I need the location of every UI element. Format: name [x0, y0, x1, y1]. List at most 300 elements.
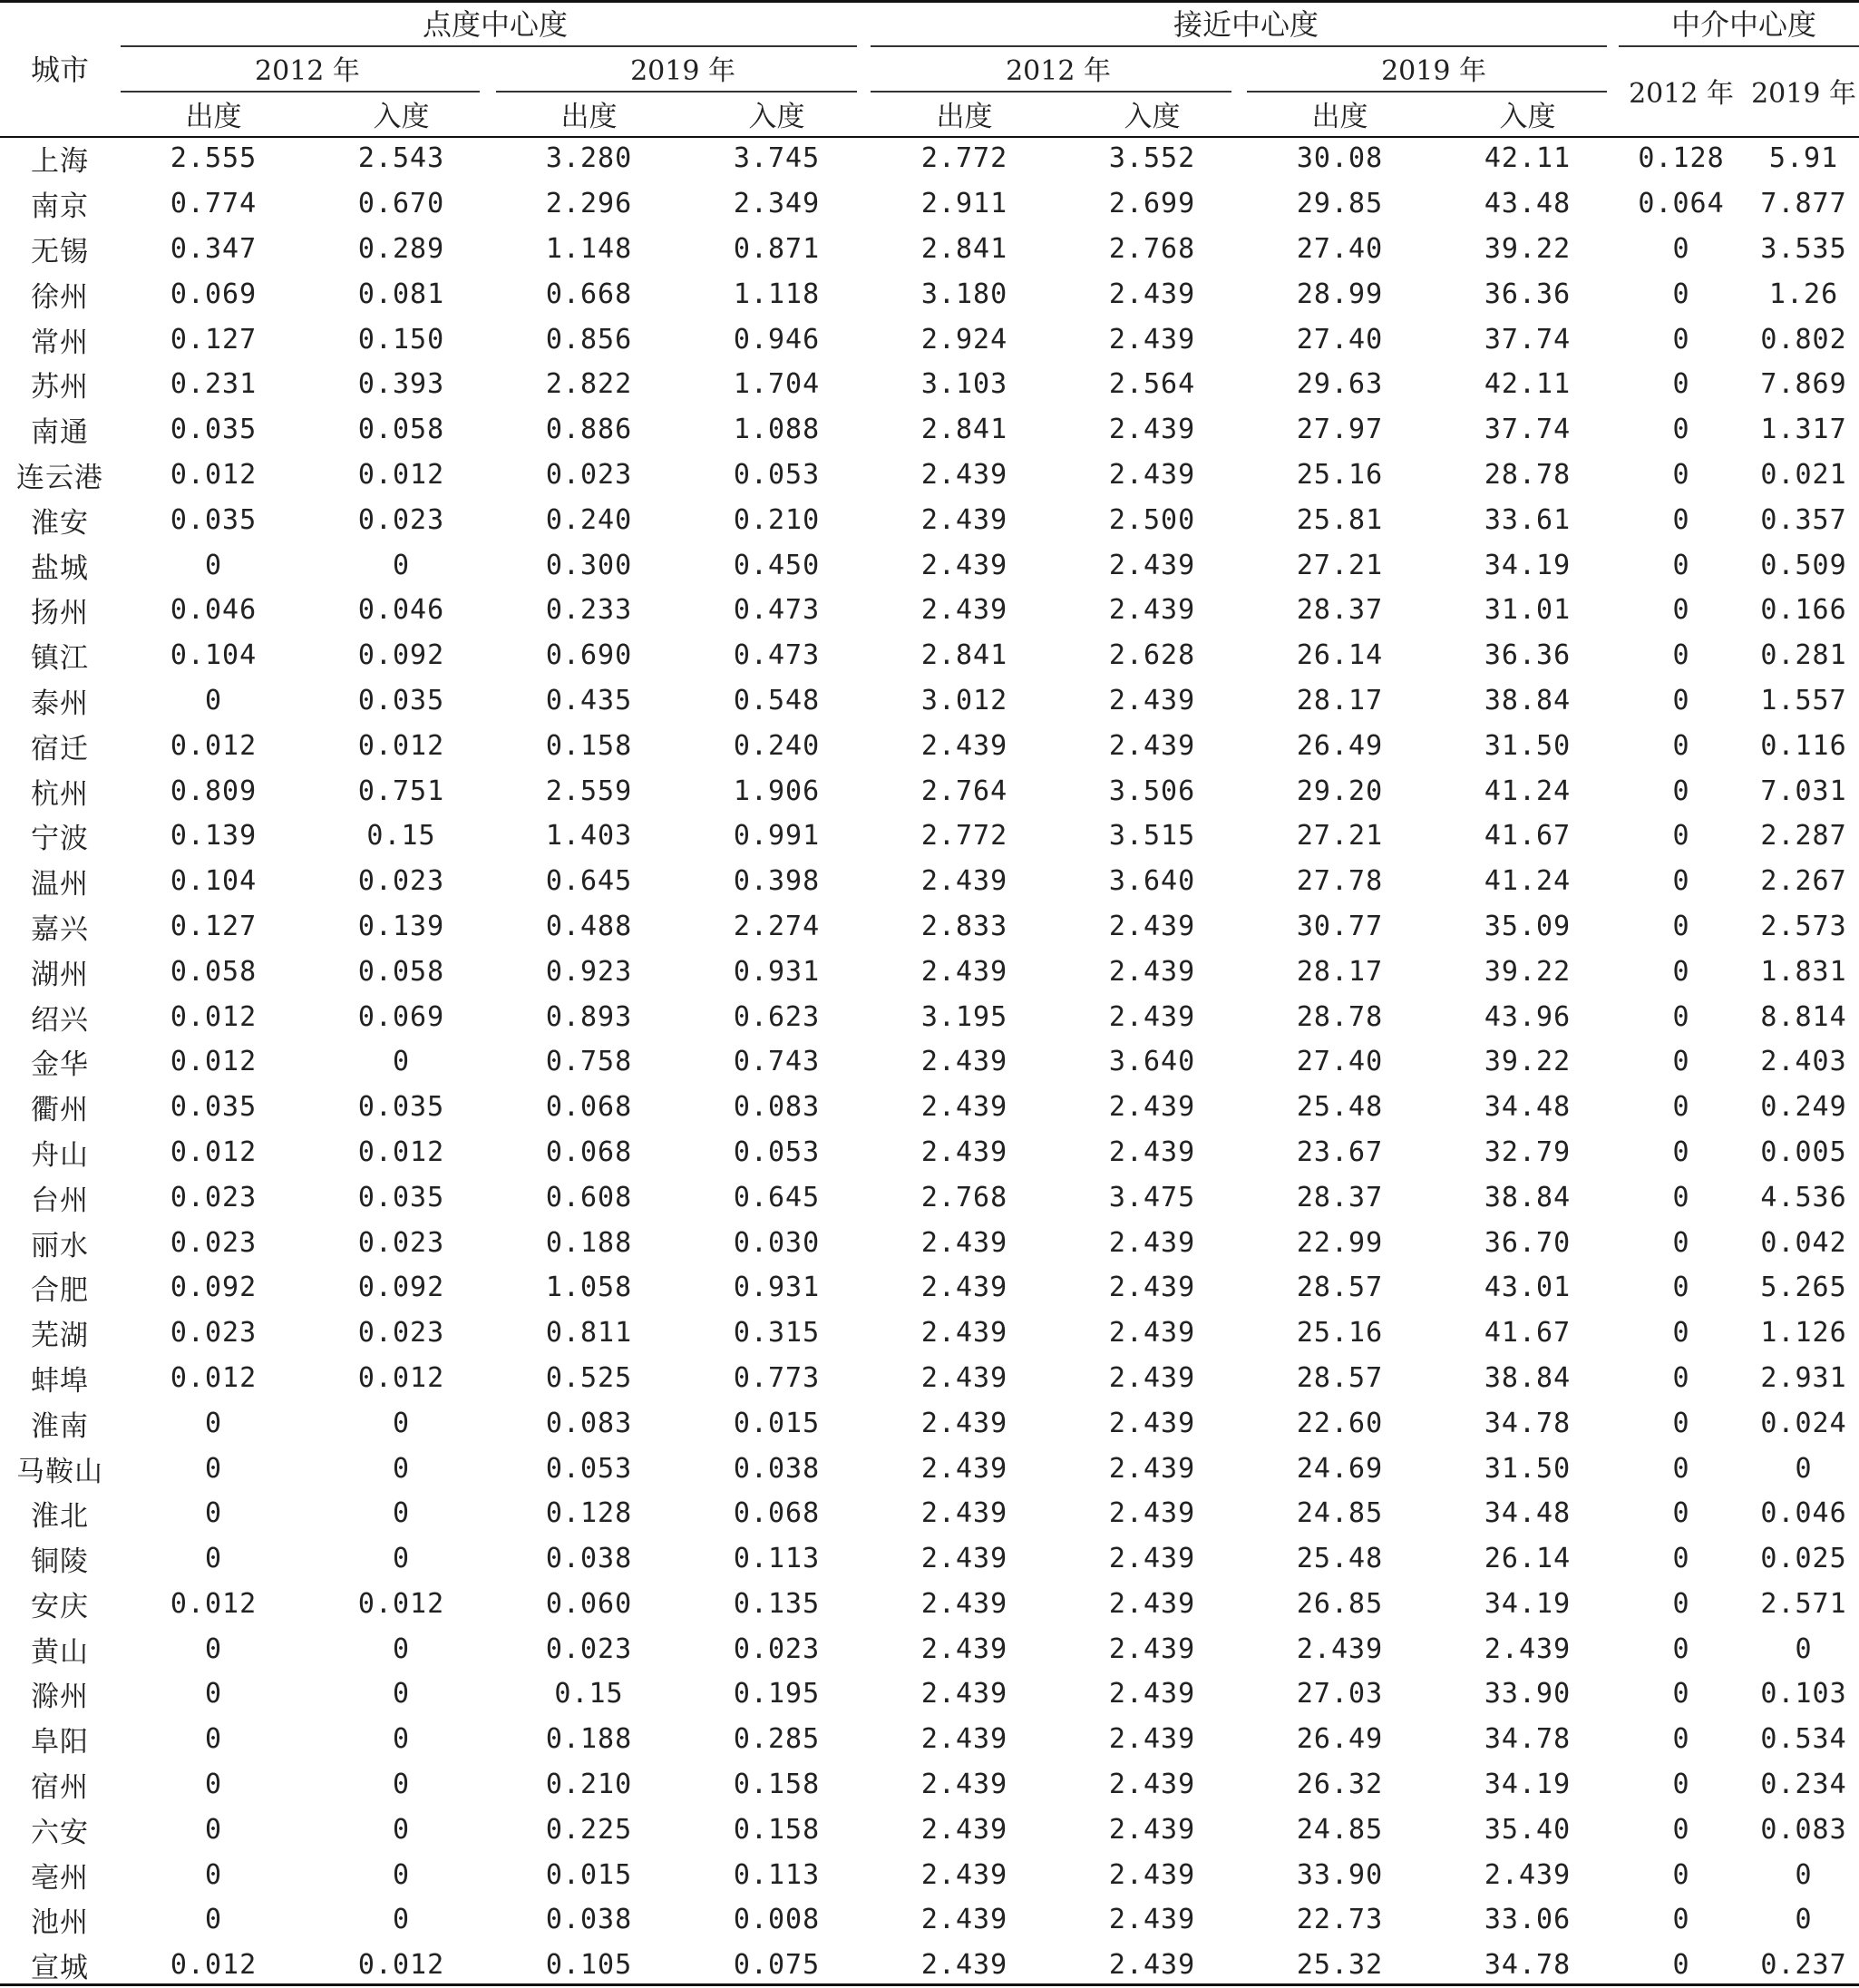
value-cell: 2.931 — [1760, 1361, 1847, 1394]
value-cell: 2.439 — [1108, 1904, 1196, 1936]
value-cell: 0.069 — [170, 278, 258, 310]
value-cell: 33.61 — [1484, 503, 1572, 536]
value-cell: 2.439 — [1108, 1452, 1196, 1485]
value-cell: 0 — [1795, 1632, 1813, 1665]
value-cell: 0.092 — [357, 1272, 445, 1304]
value-cell: 0.083 — [545, 1407, 633, 1439]
value-cell: 2.924 — [920, 323, 1008, 356]
value-cell: 0.893 — [545, 1000, 633, 1033]
value-cell: 24.69 — [1296, 1452, 1384, 1485]
value-cell: 0.035 — [170, 503, 258, 536]
value-cell: 0.158 — [545, 729, 633, 762]
value-cell: 0.104 — [170, 865, 258, 898]
value-cell: 0.645 — [545, 865, 633, 898]
value-cell: 38.84 — [1484, 1181, 1572, 1213]
value-cell: 2.699 — [1108, 188, 1196, 220]
value-cell: 0 — [1672, 639, 1690, 672]
table-row — [0, 181, 1859, 227]
value-cell: 28.78 — [1484, 458, 1572, 491]
value-cell: 0 — [204, 1678, 223, 1710]
value-cell: 0 — [204, 1769, 223, 1801]
value-cell: 0 — [1672, 1226, 1690, 1259]
value-cell: 41.67 — [1484, 1317, 1572, 1350]
value-cell: 0.023 — [357, 865, 445, 898]
city-name-cell: 滁州 — [31, 1681, 89, 1714]
value-cell: 7.869 — [1760, 368, 1847, 401]
value-cell: 2.274 — [733, 910, 821, 942]
value-cell: 2.403 — [1760, 1046, 1847, 1078]
value-cell: 30.77 — [1296, 910, 1384, 942]
city-name-cell: 宿州 — [31, 1771, 89, 1805]
value-cell: 28.57 — [1296, 1361, 1384, 1394]
value-cell: 35.40 — [1484, 1813, 1572, 1846]
value-cell: 0.012 — [170, 458, 258, 491]
value-cell: 0.150 — [357, 323, 445, 356]
value-cell: 0 — [204, 1407, 223, 1439]
value-cell: 0.023 — [357, 1226, 445, 1259]
value-cell: 0.139 — [170, 820, 258, 853]
header-degree-2019-in: 入度 — [748, 100, 805, 133]
value-cell: 0 — [204, 549, 223, 581]
value-cell: 0.15 — [554, 1678, 624, 1710]
table-row — [0, 1807, 1859, 1852]
table-row — [0, 633, 1859, 678]
value-cell: 0.774 — [170, 188, 258, 220]
value-cell: 2.439 — [920, 1135, 1008, 1168]
value-cell: 29.85 — [1296, 188, 1384, 220]
value-cell: 24.85 — [1296, 1813, 1384, 1846]
value-cell: 0 — [204, 1632, 223, 1665]
value-cell: 2.439 — [1108, 1813, 1196, 1846]
value-cell: 0 — [1672, 910, 1690, 942]
value-cell: 2.439 — [1108, 1135, 1196, 1168]
value-cell: 41.24 — [1484, 865, 1572, 898]
value-cell: 0.946 — [733, 323, 821, 356]
value-cell: 2.439 — [920, 1317, 1008, 1350]
value-cell: 0.113 — [733, 1858, 821, 1891]
value-cell: 2.439 — [1108, 458, 1196, 491]
value-cell: 2.439 — [920, 458, 1008, 491]
value-cell: 0 — [392, 549, 411, 581]
table-row — [0, 1039, 1859, 1085]
table-row — [0, 1491, 1859, 1536]
city-name-cell: 芜湖 — [31, 1320, 89, 1353]
value-cell: 0.166 — [1760, 594, 1847, 627]
value-cell: 0.473 — [733, 594, 821, 627]
city-name-cell: 台州 — [31, 1184, 89, 1217]
value-cell: 0 — [392, 1813, 411, 1846]
value-cell: 2.439 — [920, 1452, 1008, 1485]
value-cell: 31.01 — [1484, 594, 1572, 627]
value-cell: 2.439 — [920, 1361, 1008, 1394]
value-cell: 0 — [392, 1723, 411, 1756]
value-cell: 0.035 — [170, 1091, 258, 1124]
value-cell: 0.012 — [357, 1587, 445, 1620]
value-cell: 2.439 — [920, 1272, 1008, 1304]
table-row — [0, 904, 1859, 950]
value-cell: 26.85 — [1296, 1587, 1384, 1620]
value-cell: 34.19 — [1484, 549, 1572, 581]
value-cell: 0 — [1672, 1904, 1690, 1936]
table-row — [0, 1582, 1859, 1627]
value-cell: 2.439 — [1108, 1407, 1196, 1439]
value-cell: 3.012 — [920, 684, 1008, 716]
value-cell: 25.32 — [1296, 1949, 1384, 1982]
value-cell: 2.833 — [920, 910, 1008, 942]
value-cell: 0.104 — [170, 639, 258, 672]
value-cell: 2.439 — [920, 1632, 1008, 1665]
city-name-cell: 蚌埠 — [31, 1364, 89, 1398]
table-row — [0, 1130, 1859, 1175]
value-cell: 0.035 — [357, 1091, 445, 1124]
value-cell: 0.058 — [170, 955, 258, 988]
value-cell: 27.40 — [1296, 232, 1384, 265]
table-row — [0, 362, 1859, 407]
value-cell: 0.240 — [733, 729, 821, 762]
value-cell: 0.023 — [357, 503, 445, 536]
table-row — [0, 1085, 1859, 1130]
value-cell: 7.031 — [1760, 775, 1847, 807]
value-cell: 0.064 — [1638, 188, 1725, 220]
value-cell: 1.317 — [1760, 414, 1847, 446]
value-cell: 42.11 — [1484, 368, 1572, 401]
value-cell: 26.49 — [1296, 729, 1384, 762]
table-row — [0, 1897, 1859, 1943]
city-name-cell: 上海 — [31, 145, 89, 179]
value-cell: 0.038 — [733, 1452, 821, 1485]
value-cell: 0.195 — [733, 1678, 821, 1710]
city-name-cell: 亳州 — [31, 1861, 89, 1895]
value-cell: 28.99 — [1296, 278, 1384, 310]
value-cell: 0 — [392, 1452, 411, 1485]
city-name-cell: 淮南 — [31, 1409, 89, 1443]
value-cell: 7.877 — [1760, 188, 1847, 220]
value-cell: 2.439 — [1108, 1361, 1196, 1394]
value-cell: 25.48 — [1296, 1091, 1384, 1124]
value-cell: 3.640 — [1108, 865, 1196, 898]
value-cell: 0 — [1672, 278, 1690, 310]
value-cell: 0 — [204, 1497, 223, 1530]
value-cell: 30.08 — [1296, 142, 1384, 175]
value-cell: 3.552 — [1108, 142, 1196, 175]
value-cell: 22.60 — [1296, 1407, 1384, 1439]
value-cell: 2.439 — [1108, 1678, 1196, 1710]
value-cell: 0 — [1672, 1407, 1690, 1439]
value-cell: 0.158 — [733, 1769, 821, 1801]
table-row — [0, 542, 1859, 588]
value-cell: 31.50 — [1484, 729, 1572, 762]
value-cell: 1.126 — [1760, 1317, 1847, 1350]
value-cell: 28.17 — [1296, 684, 1384, 716]
value-cell: 0 — [1672, 1543, 1690, 1575]
value-cell: 1.118 — [733, 278, 821, 310]
table-row — [0, 1446, 1859, 1491]
table-row — [0, 1717, 1859, 1762]
value-cell: 0 — [1672, 1587, 1690, 1620]
value-cell: 0.012 — [170, 1000, 258, 1033]
city-name-cell: 宁波 — [31, 823, 89, 856]
value-cell: 0.068 — [545, 1091, 633, 1124]
value-cell: 2.439 — [920, 865, 1008, 898]
header-degree-2019: 2019 年 — [630, 55, 735, 87]
value-cell: 0 — [1672, 458, 1690, 491]
value-cell: 2.559 — [545, 775, 633, 807]
value-cell: 0 — [1672, 368, 1690, 401]
value-cell: 0 — [1672, 1497, 1690, 1530]
value-cell: 29.63 — [1296, 368, 1384, 401]
header-degree-2012: 2012 年 — [255, 55, 360, 87]
value-cell: 0.053 — [733, 1135, 821, 1168]
value-cell: 3.280 — [545, 142, 633, 175]
value-cell: 0 — [1672, 1000, 1690, 1033]
value-cell: 0 — [1672, 1135, 1690, 1168]
value-cell: 0.012 — [170, 1046, 258, 1078]
value-cell: 2.439 — [1108, 1226, 1196, 1259]
value-cell: 0.871 — [733, 232, 821, 265]
value-cell: 23.67 — [1296, 1135, 1384, 1168]
value-cell: 8.814 — [1760, 1000, 1847, 1033]
table-row — [0, 949, 1859, 994]
city-name-cell: 六安 — [31, 1816, 89, 1849]
value-cell: 0.210 — [545, 1769, 633, 1801]
value-cell: 2.439 — [1108, 1543, 1196, 1575]
value-cell: 32.79 — [1484, 1135, 1572, 1168]
value-cell: 2.439 — [920, 503, 1008, 536]
value-cell: 1.088 — [733, 414, 821, 446]
value-cell: 0.046 — [357, 594, 445, 627]
value-cell: 0.210 — [733, 503, 821, 536]
value-cell: 0.023 — [170, 1181, 258, 1213]
value-cell: 0 — [1672, 1813, 1690, 1846]
value-cell: 3.515 — [1108, 820, 1196, 853]
value-cell: 0 — [204, 1543, 223, 1575]
value-cell: 0.773 — [733, 1361, 821, 1394]
header-city: 城市 — [30, 53, 89, 87]
value-cell: 0 — [204, 1858, 223, 1891]
city-name-cell: 池州 — [31, 1906, 89, 1940]
table-row — [0, 317, 1859, 362]
value-cell: 0.023 — [545, 1632, 633, 1665]
value-cell: 2.543 — [357, 142, 445, 175]
value-cell: 37.74 — [1484, 414, 1572, 446]
value-cell: 0.012 — [357, 458, 445, 491]
value-cell: 2.439 — [920, 1678, 1008, 1710]
header-betweenness-2012: 2012 年 — [1629, 78, 1734, 110]
header-degree-centrality: 点度中心度 — [423, 7, 569, 42]
value-cell: 0.534 — [1760, 1723, 1847, 1756]
value-cell: 41.67 — [1484, 820, 1572, 853]
value-cell: 33.06 — [1484, 1904, 1572, 1936]
value-cell: 0.103 — [1760, 1678, 1847, 1710]
value-cell: 41.24 — [1484, 775, 1572, 807]
value-cell: 2.772 — [920, 142, 1008, 175]
value-cell: 1.906 — [733, 775, 821, 807]
value-cell: 1.26 — [1768, 278, 1839, 310]
table-row — [0, 1762, 1859, 1808]
header-closeness-2012-in: 入度 — [1124, 100, 1181, 133]
value-cell: 27.21 — [1296, 549, 1384, 581]
value-cell: 25.81 — [1296, 503, 1384, 536]
value-cell: 34.78 — [1484, 1407, 1572, 1439]
table-row — [0, 678, 1859, 724]
city-name-cell: 徐州 — [31, 280, 89, 314]
table-row — [0, 1174, 1859, 1220]
value-cell: 5.265 — [1760, 1272, 1847, 1304]
value-cell: 0 — [1672, 1046, 1690, 1078]
value-cell: 0.038 — [545, 1904, 633, 1936]
table-row — [0, 814, 1859, 859]
city-name-cell: 泰州 — [31, 687, 89, 720]
value-cell: 27.78 — [1296, 865, 1384, 898]
value-cell: 0.116 — [1760, 729, 1847, 762]
table-row — [0, 1626, 1859, 1671]
city-name-cell: 绍兴 — [31, 1003, 89, 1037]
value-cell: 0.398 — [733, 865, 821, 898]
value-cell: 2.439 — [920, 1858, 1008, 1891]
value-cell: 2.439 — [920, 955, 1008, 988]
value-cell: 2.772 — [920, 820, 1008, 853]
value-cell: 0.240 — [545, 503, 633, 536]
value-cell: 0.012 — [170, 1135, 258, 1168]
city-name-cell: 宣城 — [31, 1952, 89, 1985]
value-cell: 28.78 — [1296, 1000, 1384, 1033]
value-cell: 0.285 — [733, 1723, 821, 1756]
value-cell: 2.349 — [733, 188, 821, 220]
value-cell: 2.439 — [920, 1904, 1008, 1936]
value-cell: 0.509 — [1760, 549, 1847, 581]
header-degree-2012-in: 入度 — [373, 100, 430, 133]
value-cell: 2.439 — [920, 729, 1008, 762]
value-cell: 25.16 — [1296, 458, 1384, 491]
value-cell: 0 — [1672, 865, 1690, 898]
value-cell: 0.023 — [357, 1317, 445, 1350]
value-cell: 0.021 — [1760, 458, 1847, 491]
value-cell: 2.439 — [1108, 1949, 1196, 1982]
value-cell: 2.439 — [1108, 1272, 1196, 1304]
table-row — [0, 1311, 1859, 1356]
value-cell: 0.357 — [1760, 503, 1847, 536]
value-cell: 0.281 — [1760, 639, 1847, 672]
value-cell: 2.439 — [920, 1407, 1008, 1439]
value-cell: 3.506 — [1108, 775, 1196, 807]
value-cell: 2.768 — [920, 1181, 1008, 1213]
table-row — [0, 859, 1859, 904]
value-cell: 0.347 — [170, 232, 258, 265]
value-cell: 2.439 — [1108, 1317, 1196, 1350]
table-header — [0, 0, 1859, 136]
value-cell: 2.439 — [920, 1949, 1008, 1982]
header-closeness-2019-in: 入度 — [1499, 100, 1556, 133]
value-cell: 22.99 — [1296, 1226, 1384, 1259]
value-cell: 27.03 — [1296, 1678, 1384, 1710]
value-cell: 2.500 — [1108, 503, 1196, 536]
value-cell: 3.745 — [733, 142, 821, 175]
value-cell: 28.17 — [1296, 955, 1384, 988]
value-cell: 35.09 — [1484, 910, 1572, 942]
value-cell: 0.473 — [733, 639, 821, 672]
value-cell: 0 — [392, 1678, 411, 1710]
value-cell: 28.37 — [1296, 1181, 1384, 1213]
city-name-cell: 扬州 — [31, 597, 89, 630]
value-cell: 2.439 — [920, 1587, 1008, 1620]
value-cell: 2.564 — [1108, 368, 1196, 401]
value-cell: 33.90 — [1484, 1678, 1572, 1710]
value-cell: 0 — [204, 684, 223, 716]
city-name-cell: 杭州 — [31, 777, 89, 811]
value-cell: 0 — [1672, 1769, 1690, 1801]
value-cell: 2.439 — [1484, 1632, 1572, 1665]
value-cell: 0.525 — [545, 1361, 633, 1394]
value-cell: 2.439 — [1108, 1769, 1196, 1801]
value-cell: 2.439 — [920, 1091, 1008, 1124]
value-cell: 0.012 — [357, 1949, 445, 1982]
value-cell: 2.439 — [920, 549, 1008, 581]
value-cell: 0 — [1672, 1678, 1690, 1710]
value-cell: 2.439 — [1108, 1723, 1196, 1756]
value-cell: 0 — [1672, 1858, 1690, 1891]
header-betweenness-centrality: 中介中心度 — [1671, 7, 1817, 42]
value-cell: 0.083 — [733, 1091, 821, 1124]
value-cell: 0.856 — [545, 323, 633, 356]
value-cell: 0 — [1672, 549, 1690, 581]
value-cell: 27.40 — [1296, 1046, 1384, 1078]
city-name-cell: 安庆 — [31, 1590, 89, 1623]
value-cell: 0.127 — [170, 323, 258, 356]
table-row — [0, 588, 1859, 633]
value-cell: 26.14 — [1484, 1543, 1572, 1575]
value-cell: 2.439 — [1108, 549, 1196, 581]
value-cell: 0.092 — [170, 1272, 258, 1304]
value-cell: 0 — [1672, 820, 1690, 853]
value-cell: 0.931 — [733, 955, 821, 988]
city-name-cell: 衢州 — [31, 1094, 89, 1127]
value-cell: 34.19 — [1484, 1769, 1572, 1801]
value-cell: 2.439 — [920, 1723, 1008, 1756]
header-closeness-2019: 2019 年 — [1381, 55, 1486, 87]
value-cell: 0.046 — [1760, 1497, 1847, 1530]
value-cell: 38.84 — [1484, 684, 1572, 716]
city-name-cell: 温州 — [31, 868, 89, 901]
value-cell: 0.012 — [170, 1587, 258, 1620]
value-cell: 0.005 — [1760, 1135, 1847, 1168]
value-cell: 34.48 — [1484, 1497, 1572, 1530]
value-cell: 0.023 — [170, 1317, 258, 1350]
value-cell: 0.068 — [733, 1497, 821, 1530]
value-cell: 1.148 — [545, 232, 633, 265]
table-row — [0, 768, 1859, 814]
value-cell: 0.289 — [357, 232, 445, 265]
value-cell: 0.758 — [545, 1046, 633, 1078]
value-cell: 0.923 — [545, 955, 633, 988]
city-name-cell: 连云港 — [16, 461, 103, 494]
value-cell: 0.249 — [1760, 1091, 1847, 1124]
value-cell: 0 — [1672, 1181, 1690, 1213]
table-row — [0, 497, 1859, 542]
value-cell: 0.038 — [545, 1543, 633, 1575]
city-name-cell: 丽水 — [31, 1229, 89, 1262]
value-cell: 2.296 — [545, 188, 633, 220]
value-cell: 0.012 — [170, 729, 258, 762]
value-cell: 0 — [392, 1046, 411, 1078]
value-cell: 43.96 — [1484, 1000, 1572, 1033]
value-cell: 2.267 — [1760, 865, 1847, 898]
value-cell: 2.439 — [920, 1497, 1008, 1530]
value-cell: 0.023 — [545, 458, 633, 491]
value-cell: 2.571 — [1760, 1587, 1847, 1620]
table-body — [0, 136, 1859, 1988]
value-cell: 0 — [1795, 1452, 1813, 1485]
value-cell: 26.49 — [1296, 1723, 1384, 1756]
